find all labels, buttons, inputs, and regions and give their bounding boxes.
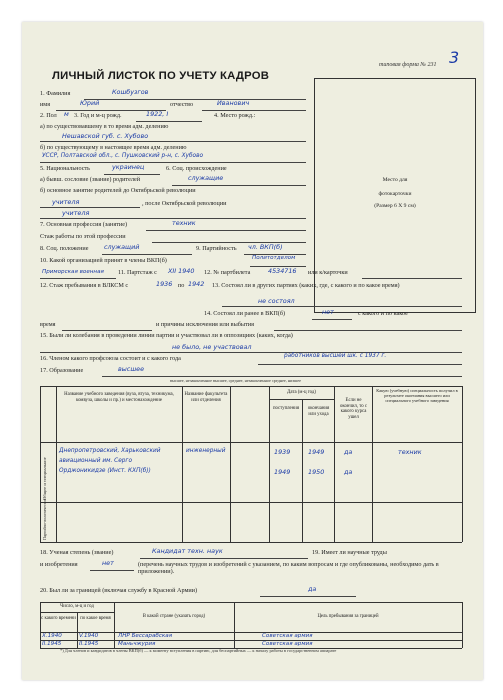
field-former-member-after: с какого и по какое <box>358 310 408 317</box>
field-union-value: работников высшей шк. с 1937 г. <box>284 353 387 359</box>
edu-group-general: Общее и специальное <box>42 457 47 500</box>
photo-label-line2: фотокарточки <box>378 191 412 197</box>
field-card-alt-line <box>362 278 462 279</box>
edu-row2-finished: да <box>344 468 353 476</box>
field-name-label: имя <box>40 101 51 108</box>
field-party-since-label: 11. Партстаж с <box>118 269 157 276</box>
form-title: ЛИЧНЫЙ ЛИСТОК ПО УЧЕТУ КАДРОВ <box>52 70 270 82</box>
field-profession-value: техник <box>172 219 196 227</box>
field-origin-label: 6. Соц. происхождение <box>166 165 227 172</box>
edu-row2-to: 1950 <box>308 468 325 476</box>
abroad-row1-purpose: Советская армия <box>262 633 313 639</box>
field-4a-value: Нешавской губ. с. Хубово <box>62 132 149 140</box>
field-6a-value: служащие <box>188 174 224 182</box>
field-4b-value: УССР, Полтавской обл., с. Пушковский р-н, с. Хубово <box>42 153 204 159</box>
field-opposition-value: не было, не участвовал <box>172 343 252 351</box>
field-6b-after-value: учителя <box>62 209 90 217</box>
field-accepted-line2 <box>40 278 116 279</box>
edu-row1-specialty: техник <box>398 448 422 456</box>
field-vlksm-label: 12. Стаж пребывания в ВЛКСМ с <box>40 282 129 289</box>
photo-label-line3: (Размер 6 X 9 см) <box>374 203 416 209</box>
field-party-since-value: XII 1940 <box>168 267 195 275</box>
field-inventions-note: (перечень научных трудов и изобретений с указанием, по каким вопросам и где опубликованы, необходимо дать в приложении). <box>138 561 439 575</box>
field-name-value: Юрий <box>80 99 100 107</box>
edu-row1-faculty: инженерный <box>186 448 226 454</box>
field-party-label: 9. Партийность <box>196 245 237 252</box>
corner-number: 3 <box>449 48 460 67</box>
field-nationality-value: украинец <box>112 163 145 171</box>
field-stazh-label: Стаж работы по этой профессии <box>40 233 126 240</box>
field-card-label: 12. № партбилета <box>204 269 251 276</box>
field-abroad-value: да <box>308 585 317 593</box>
field-opposition-line <box>40 352 462 353</box>
field-surname-line <box>84 99 306 100</box>
field-reasons-label: и причины исключения или выбытия <box>156 321 254 328</box>
field-nationality-label: 5. Национальность <box>40 165 90 172</box>
edu-col-dates-to: окончания или ухода <box>307 406 330 417</box>
field-4b-line <box>40 162 306 163</box>
abroad-row1-country: ЛНР Бессарабская <box>118 633 173 639</box>
field-patronymic-value: Иванович <box>217 99 250 107</box>
field-accepted-value2: Приморская военная <box>42 269 104 275</box>
edu-row1-institution-3: Орджоникидзе (Инст. КХП(б)) <box>59 468 151 474</box>
abroad-row2-to: II.1945 <box>79 641 99 647</box>
edu-col-not-finished: Если не окончил, то с какого курса ушел <box>340 398 367 420</box>
field-time-label: время <box>40 321 56 328</box>
abroad-col-country: В какой стране (указать город) <box>142 614 206 619</box>
field-former-member-label: 14. Состоял ли ранее в ВКП(б) <box>204 310 286 317</box>
personnel-form-sheet <box>22 22 483 680</box>
field-reasons-line <box>274 330 462 331</box>
edu-col-dates: Дата (м-ц год) <box>287 390 316 395</box>
field-profession-line <box>146 230 306 231</box>
field-6b-line <box>40 207 140 208</box>
field-former-member-value: нет <box>322 308 334 316</box>
field-nationality-line <box>104 174 160 175</box>
field-works-label: 19. Имеет ли научные труды <box>312 549 387 556</box>
field-abroad-label: 20. Был ли за границей (включая службу в Красной Армии) <box>40 587 198 594</box>
edu-row1-institution-2: авиационный им. Серго <box>59 458 133 464</box>
edu-row1-to: 1949 <box>308 448 325 456</box>
field-6b-after-label: , после Октябрьской революции <box>142 200 227 207</box>
edu-row1-institution: Днепропетровский, Харьковский <box>59 448 161 454</box>
field-former-member-line <box>312 319 352 320</box>
field-inventions-line <box>90 570 134 571</box>
edu-col-dates-from: поступления <box>272 406 300 411</box>
edu-row2-from: 1949 <box>274 468 291 476</box>
edu-col-specialty: Какую (учебную) специальность получил в результате окончания высшего или специального учебного заведения <box>376 388 458 403</box>
abroad-col-dates: Число, м-ц и год <box>60 604 94 609</box>
field-vlksm-to-label: по <box>178 282 185 289</box>
field-party-value: чл. ВКП(б) <box>248 243 283 251</box>
abroad-row2-from: II.1945 <box>42 641 62 647</box>
field-6b-label: б) основное занятие родителей до Октябрьской революции <box>40 187 196 194</box>
field-vlksm-from: 1936 <box>156 280 173 288</box>
field-other-parties-value: не состоял <box>258 297 295 305</box>
abroad-col-purpose: Цель пребывания за границей <box>317 614 379 619</box>
field-surname-value: Кошбузгов <box>112 88 149 96</box>
edu-group-party: Партийно-политическое <box>42 498 47 540</box>
field-inventions-value: нет <box>102 559 114 567</box>
edu-row1-from: 1939 <box>274 448 291 456</box>
field-education-caption: высшее, незаконченное высшее, среднее, незаконченное среднее, низшее <box>170 378 301 383</box>
field-stazh-line <box>152 242 306 243</box>
field-sex-value: м <box>64 110 69 118</box>
field-4a-line <box>40 141 306 142</box>
field-6b-value: учителя <box>52 198 80 206</box>
abroad-row2-purpose: Советская армия <box>262 641 313 647</box>
field-patronymic-line <box>202 110 306 111</box>
field-card-value: 4534716 <box>268 267 297 275</box>
field-union-line <box>258 364 462 365</box>
field-education-value: высшее <box>118 365 145 373</box>
field-social-label: 8. Соц. положение <box>40 245 89 252</box>
field-profession-label: 7. Основная профессия (занятие) <box>40 221 128 228</box>
field-patronymic-label: отчество <box>170 101 194 108</box>
photo-label-line1: Место для <box>382 177 408 183</box>
abroad-row2-country: Маньчжурия <box>118 641 156 647</box>
field-card-alt-label: или к/карточки <box>308 269 348 276</box>
field-surname-label: 1. Фамилия <box>40 90 71 97</box>
abroad-row1-from: X.1940 <box>42 633 62 639</box>
field-education-label: 17. Образование <box>40 367 84 374</box>
field-birth-year-line <box>136 121 202 122</box>
field-6a-line <box>172 185 306 186</box>
field-accepted-value: Политотделом <box>252 255 296 261</box>
field-time-line <box>62 330 152 331</box>
field-4a-label: а) по существовавшему в то время адм. делению <box>40 123 169 130</box>
form-number: типовая форма № 231 <box>379 62 437 68</box>
field-inventions-label: и изобретения <box>40 561 78 568</box>
field-abroad-line <box>260 596 356 597</box>
field-union-label: 16. Членом какого профсоюза состоит и с какого года <box>40 355 181 362</box>
field-accepted-label: 10. Какой организацией принят в члены ВКП(б) <box>40 257 167 264</box>
field-opposition-label: 15. Были ли колебания в проведении линии партии и участвовал ли в оппозициях (каких, когда) <box>40 332 293 339</box>
field-degree-value: Кандидат техн. наук <box>152 547 223 555</box>
field-other-parties-line <box>222 306 462 307</box>
field-other-parties-label: 13. Состоял ли в других партиях (каких, где, с какого и по какое время) <box>212 282 400 289</box>
edu-row1-finished: да <box>344 448 353 456</box>
field-social-line <box>102 254 192 255</box>
field-6a-label: а) бывш. сословие (звание) родителей <box>40 176 141 183</box>
abroad-col-from: с какого времени <box>41 616 76 621</box>
field-degree-line <box>140 558 308 559</box>
abroad-row1-to: V.1940 <box>79 633 99 639</box>
field-birthplace-label: 4. Место рожд.: <box>214 112 256 119</box>
field-birth-year-label: 3. Год и м-ц рожд. <box>74 112 122 119</box>
edu-col-institution: Название учебного заведения (вуза, втуза, техникума, комвуза, школы и пр.) и местонахождение <box>64 392 174 403</box>
field-vlksm-to: 1942 <box>188 280 205 288</box>
field-degree-label: 18. Ученая степень (звание) <box>40 549 114 556</box>
edu-col-faculty: Название факультета или отделения <box>184 392 228 403</box>
field-social-value: служащий <box>104 243 140 251</box>
abroad-col-to: по какое время <box>80 616 111 621</box>
field-education-line <box>102 376 462 377</box>
field-sex-label: 2. Пол <box>40 112 57 119</box>
footnote: *) Для членов и кандидатов в члены ВКП(б) — к моменту вступления в партию, для беспартийных — к началу работы в государственном аппарате <box>60 648 337 653</box>
field-4b-label: б) по существующему в настоящее время адм. делению <box>40 144 187 151</box>
field-birth-year-value: 1922, I <box>146 110 169 118</box>
